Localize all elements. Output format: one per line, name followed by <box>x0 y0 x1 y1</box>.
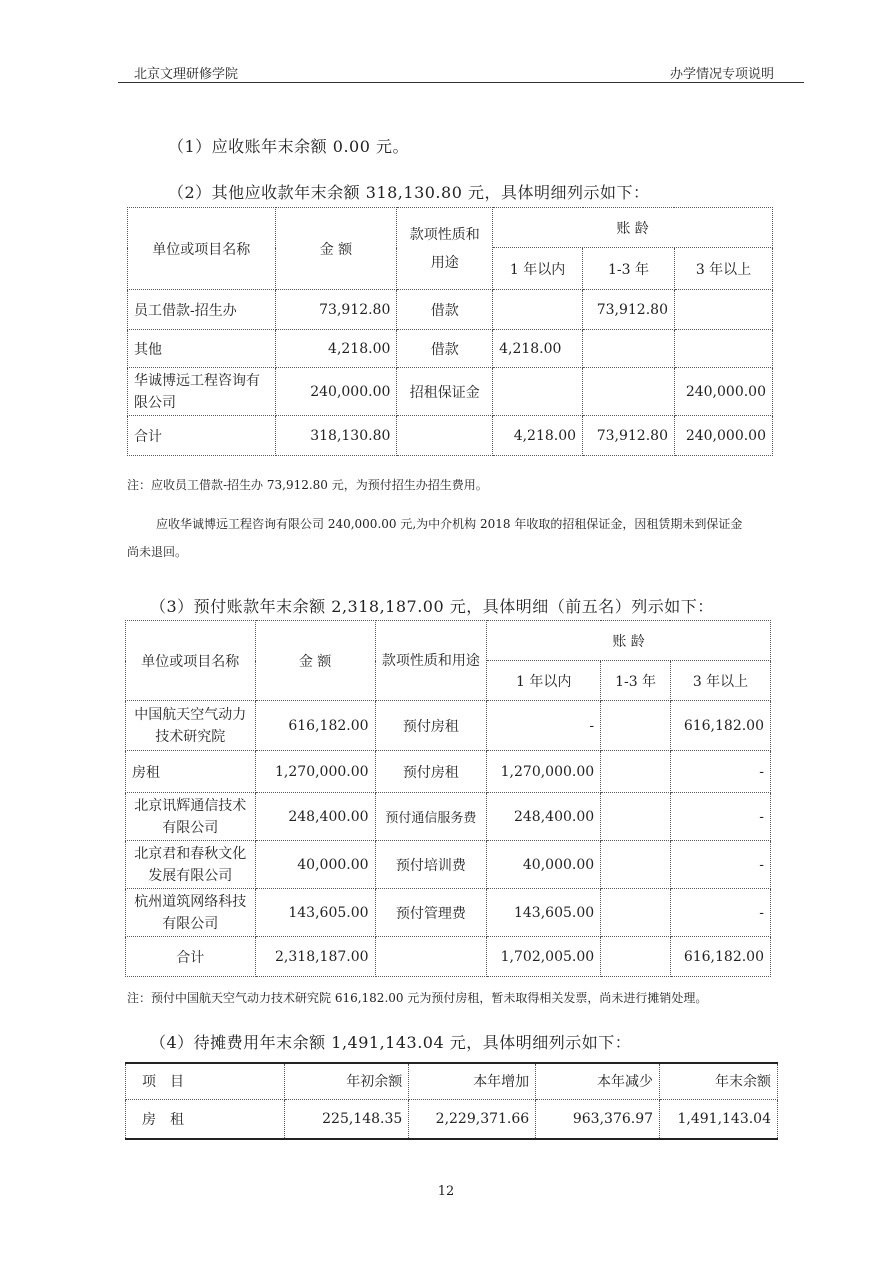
cell-y3 <box>674 330 772 368</box>
section-3-title: （3）预付账款年末余额 2,318,187.00 元，具体明细（前五名）列示如下： <box>150 597 714 616</box>
cell-name: 华诚博远工程咨询有限公司 <box>128 368 276 416</box>
cell-amount: 318,130.80 <box>275 416 397 456</box>
cell-y3: 616,182.00 <box>670 937 770 977</box>
cell-amount: 2,318,187.00 <box>255 937 375 977</box>
cell-name: 合计 <box>128 416 276 456</box>
cell-y13 <box>601 889 671 937</box>
cell-name: 北京君和春秋文化发展有限公司 <box>126 841 256 889</box>
col-header-age: 账 龄 <box>487 621 771 661</box>
cell-y1: 1,270,000.00 <box>487 751 601 793</box>
header-right: 办学情况专项说明 <box>669 67 774 82</box>
cell-y13 <box>583 330 675 368</box>
cell-nature: 预付管理费 <box>375 889 487 937</box>
page-header <box>118 60 804 83</box>
cell-begin: 225,148.35 <box>285 1099 409 1139</box>
cell-y1 <box>493 368 583 416</box>
cell-y1: 40,000.00 <box>487 841 601 889</box>
col-header-age: 账 龄 <box>493 208 773 248</box>
cell-name: 杭州道筑网络科技有限公司 <box>126 889 256 937</box>
col-header-item: 项 目 <box>126 1063 285 1099</box>
col-header-y3: 3 年以上 <box>670 661 770 701</box>
col-header-nature: 款项性质和用途 <box>375 621 487 701</box>
cell-amount: 616,182.00 <box>255 701 375 751</box>
cell-name: 其他 <box>128 330 276 368</box>
cell-nature: 借款 <box>397 330 493 368</box>
note-1: 注：应收员工借款-招生办 73,912.80 元，为预付招生办招生费用。 <box>127 478 488 492</box>
col-header-begin: 年初余额 <box>285 1063 409 1099</box>
cell-amount: 143,605.00 <box>255 889 375 937</box>
cell-name: 北京讯辉通信技术有限公司 <box>126 793 256 841</box>
cell-y1: 4,218.00 <box>493 416 583 456</box>
cell-y13: 73,912.80 <box>583 290 675 330</box>
prepayments-table <box>125 620 771 977</box>
cell-nature <box>397 416 493 456</box>
cell-nature: 预付房租 <box>375 701 487 751</box>
table-row-total <box>128 416 773 456</box>
cell-dec: 963,376.97 <box>536 1099 660 1139</box>
col-header-y1: 1 年以内 <box>487 661 601 701</box>
table-row <box>126 793 771 841</box>
cell-nature: 借款 <box>397 290 493 330</box>
cell-nature <box>375 937 487 977</box>
cell-nature: 预付房租 <box>375 751 487 793</box>
table-row <box>126 889 771 937</box>
cell-name: 房租 <box>126 751 256 793</box>
cell-y3: 616,182.00 <box>670 701 770 751</box>
cell-y3: 240,000.00 <box>674 416 772 456</box>
note-2b: 尚未退回。 <box>127 545 188 559</box>
col-header-amount: 金 额 <box>255 621 375 701</box>
cell-y3 <box>674 290 772 330</box>
other-receivables-table <box>127 207 773 456</box>
cell-y13 <box>601 701 671 751</box>
col-header-y1: 1 年以内 <box>493 248 583 290</box>
col-header-name: 单位或项目名称 <box>126 621 256 701</box>
table-row <box>126 841 771 889</box>
col-header-y13: 1-3 年 <box>583 248 675 290</box>
cell-y1 <box>493 290 583 330</box>
cell-y13 <box>601 841 671 889</box>
cell-nature: 招租保证金 <box>397 368 493 416</box>
cell-y1: 4,218.00 <box>493 330 583 368</box>
cell-inc: 2,229,371.66 <box>409 1099 536 1139</box>
cell-y1: 1,702,005.00 <box>487 937 601 977</box>
table-row <box>128 368 773 416</box>
cell-y3: - <box>670 793 770 841</box>
cell-name: 中国航天空气动力技术研究院 <box>126 701 256 751</box>
section-4-title: （4）待摊费用年末余额 1,491,143.04 元，具体明细列示如下： <box>150 1033 632 1052</box>
cell-amount: 1,270,000.00 <box>255 751 375 793</box>
table-row <box>128 330 773 368</box>
header-left: 北京文理研修学院 <box>134 67 239 82</box>
col-header-inc: 本年增加 <box>409 1063 536 1099</box>
col-header-dec: 本年减少 <box>536 1063 660 1099</box>
cell-end: 1,491,143.04 <box>660 1099 778 1139</box>
col-header-nature: 款项性质和用途 <box>397 208 493 290</box>
table-row <box>128 290 773 330</box>
cell-nature: 预付培训费 <box>375 841 487 889</box>
cell-y13 <box>583 368 675 416</box>
cell-amount: 240,000.00 <box>275 368 397 416</box>
cell-nature: 预付通信服务费 <box>375 793 487 841</box>
table-row <box>126 751 771 793</box>
cell-name: 员工借款-招生办 <box>128 290 276 330</box>
deferred-expenses-table <box>125 1062 778 1140</box>
cell-amount: 40,000.00 <box>255 841 375 889</box>
note-3: 注：预付中国航天空气动力技术研究院 616,182.00 元为预付房租，暂未取得相关发票，尚未进行摊销处理。 <box>127 991 708 1005</box>
col-header-y3: 3 年以上 <box>674 248 772 290</box>
cell-y13 <box>601 751 671 793</box>
cell-y3: - <box>670 841 770 889</box>
cell-amount: 73,912.80 <box>275 290 397 330</box>
cell-y13: 73,912.80 <box>583 416 675 456</box>
cell-amount: 4,218.00 <box>275 330 397 368</box>
cell-item: 房 租 <box>126 1099 285 1139</box>
cell-y13 <box>601 937 671 977</box>
cell-name: 合计 <box>126 937 256 977</box>
cell-y3: 240,000.00 <box>674 368 772 416</box>
table-row <box>126 701 771 751</box>
section-2-title: （2）其他应收款年末余额 318,130.80 元，具体明细列示如下： <box>168 183 650 202</box>
cell-y1: 143,605.00 <box>487 889 601 937</box>
col-header-amount: 金 额 <box>275 208 397 290</box>
page-number: 12 <box>437 1184 455 1199</box>
col-header-y13: 1-3 年 <box>601 661 671 701</box>
note-2a: 应收华诚博远工程咨询有限公司 240,000.00 元,为中介机构 2018 年收取的招租保证金，因租赁期未到保证金 <box>156 517 743 531</box>
cell-y13 <box>601 793 671 841</box>
section-1-text: （1）应收账年末余额 0.00 元。 <box>168 137 409 156</box>
cell-amount: 248,400.00 <box>255 793 375 841</box>
table-row <box>126 1099 778 1139</box>
col-header-name: 单位或项目名称 <box>128 208 276 290</box>
table-row-total <box>126 937 771 977</box>
cell-y3: - <box>670 751 770 793</box>
cell-y1: - <box>487 701 601 751</box>
col-header-end: 年末余额 <box>660 1063 778 1099</box>
cell-y1: 248,400.00 <box>487 793 601 841</box>
cell-y3: - <box>670 889 770 937</box>
